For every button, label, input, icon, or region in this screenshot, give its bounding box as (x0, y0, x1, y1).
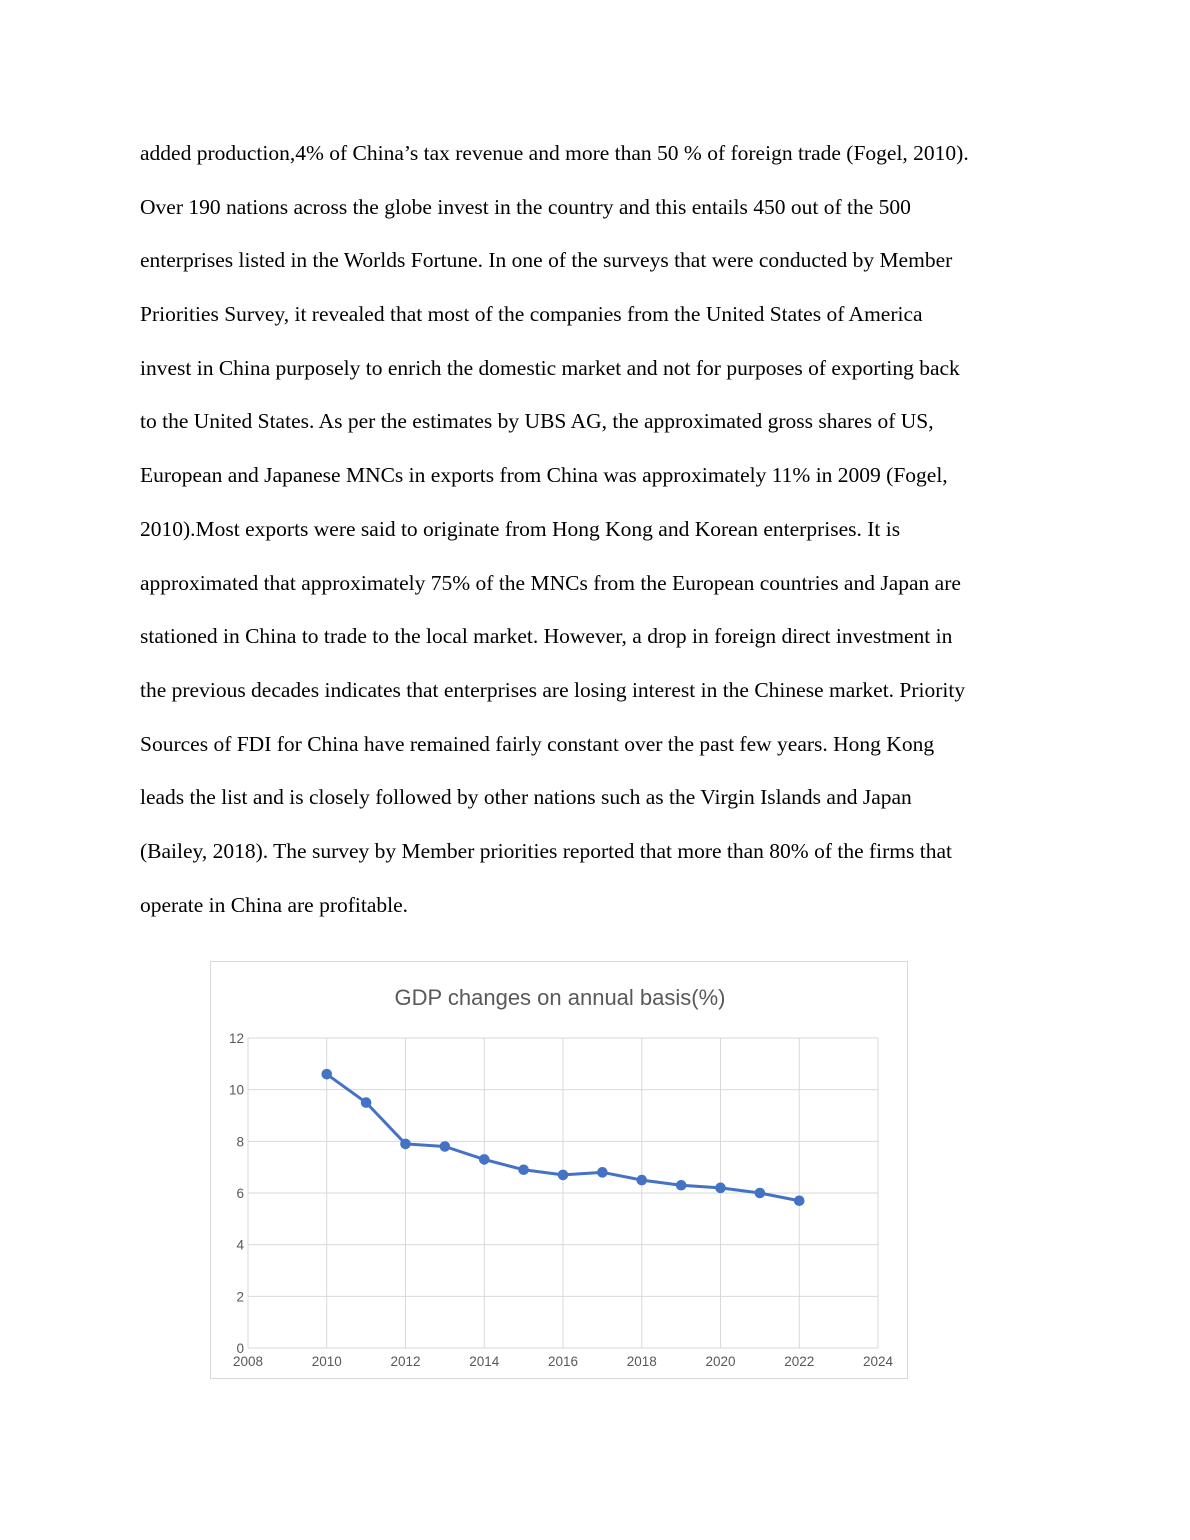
text-line: to the United States. As per the estimates by UBS AG, the approximated gross shares of US, (140, 409, 934, 434)
text-line: invest in China purposely to enrich the domestic market and not for purposes of exporting back (140, 355, 960, 380)
data-point (479, 1155, 489, 1165)
data-point (676, 1180, 686, 1190)
text-line: added production,4% of China’s tax revenue and more than 50 % of foreign trade (Fogel, 2010). (140, 141, 969, 165)
text-line: stationed in China to trade to the local market. However, a drop in foreign direct investment in (140, 624, 953, 649)
text-line: Sources of FDI for China have remained fairly constant over the past few years. Hong Kong (140, 731, 935, 756)
y-tick-label: 4 (236, 1237, 244, 1253)
chart-title: GDP changes on annual basis(%) (394, 985, 726, 1010)
data-point (519, 1165, 529, 1175)
body-paragraph (140, 127, 1060, 932)
data-point (440, 1142, 450, 1152)
y-tick-label: 2 (236, 1289, 244, 1305)
x-tick-label: 2010 (311, 1354, 342, 1369)
text-line: European and Japanese MNCs in exports from China was approximately 11% in 2009 (Fogel, (140, 463, 948, 488)
data-point (558, 1170, 568, 1180)
y-tick-label: 10 (228, 1082, 244, 1098)
gdp-chart (210, 961, 908, 1379)
text-line: 2010).Most exports were said to originate from Hong Kong and Korean enterprises. It is (140, 516, 901, 541)
x-tick-label: 2020 (705, 1354, 736, 1369)
y-tick-label: 6 (236, 1186, 244, 1201)
x-tick-label: 2014 (469, 1354, 500, 1369)
text-line: enterprises listed in the Worlds Fortune. In one of the surveys that were conducted by Member (140, 248, 953, 273)
x-tick-label: 2024 (862, 1354, 894, 1369)
x-tick-label: 2012 (390, 1354, 421, 1369)
text-line: approximated that approximately 75% of the MNCs from the European countries and Japan are (140, 570, 961, 595)
x-tick-label: 2016 (547, 1354, 579, 1369)
x-tick-label: 2022 (784, 1354, 815, 1369)
chart-canvas (211, 962, 909, 1380)
text-line: Over 190 nations across the globe invest in the country and this entails 450 out of the 500 (140, 194, 911, 219)
data-point (755, 1188, 765, 1198)
x-tick-label: 2018 (626, 1354, 657, 1369)
text-line: Priorities Survey, it revealed that most of the companies from the United States of America (140, 302, 923, 327)
text-line: the previous decades indicates that enterprises are losing interest in the Chinese market. Priority (140, 677, 966, 702)
text-line: (Bailey, 2018). The survey by Member priorities reported that more than 80% of the firms that (140, 838, 953, 863)
text-line: operate in China are profitable. (140, 892, 409, 917)
data-point (794, 1196, 804, 1206)
y-tick-label: 0 (236, 1341, 244, 1356)
x-tick-label: 2008 (232, 1354, 264, 1369)
y-tick-label: 8 (236, 1134, 244, 1150)
data-point (322, 1069, 332, 1079)
data-point (401, 1139, 411, 1149)
data-point (598, 1168, 608, 1178)
data-point (361, 1098, 371, 1108)
y-tick-label: 12 (228, 1031, 244, 1046)
data-point (716, 1183, 726, 1193)
text-line: leads the list and is closely followed by other nations such as the Virgin Islands and Japan (140, 785, 912, 810)
data-point (637, 1175, 647, 1185)
